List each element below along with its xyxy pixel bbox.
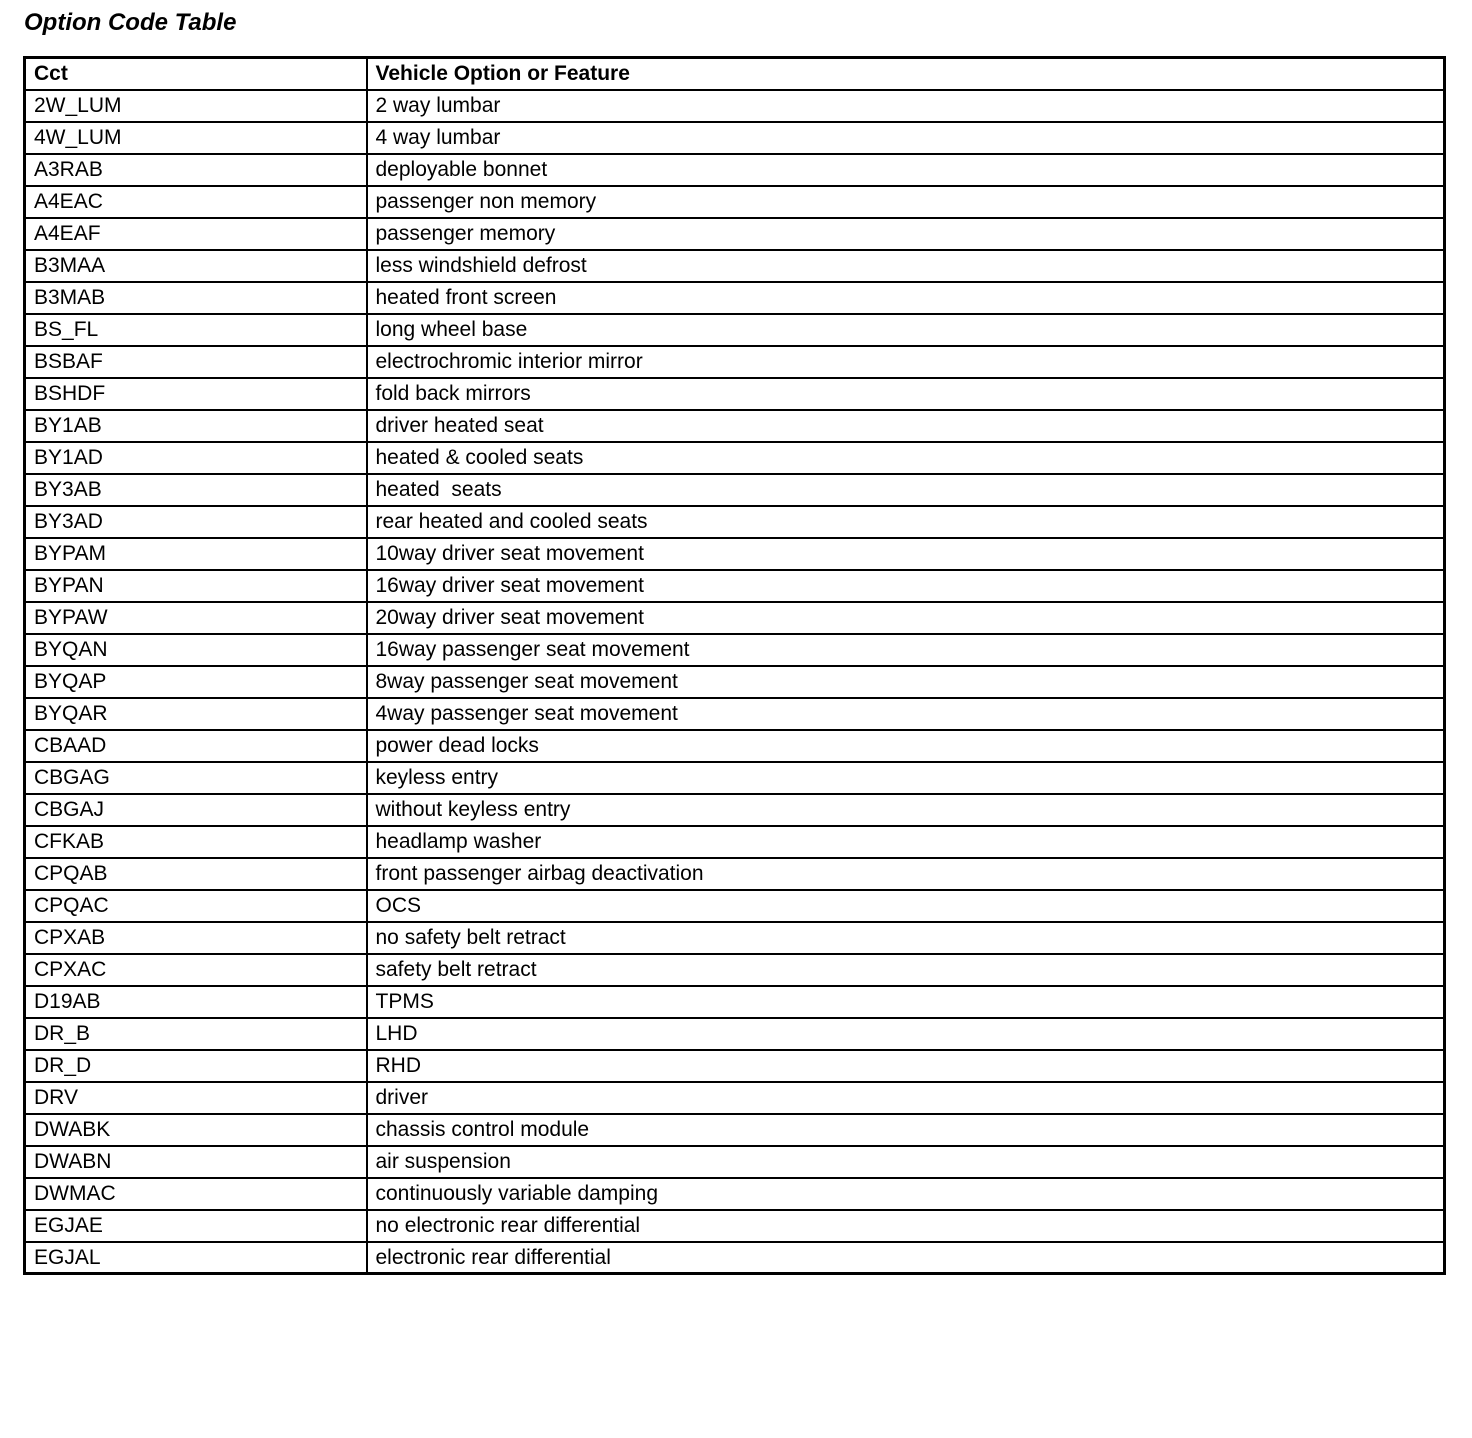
option-code-cell: D19AB bbox=[25, 986, 367, 1018]
option-feature-cell: electrochromic interior mirror bbox=[367, 346, 1445, 378]
table-row bbox=[25, 602, 1445, 634]
table-row bbox=[25, 282, 1445, 314]
option-feature-cell: keyless entry bbox=[367, 762, 1445, 794]
table-row bbox=[25, 762, 1445, 794]
option-code-cell: BYQAP bbox=[25, 666, 367, 698]
option-feature-cell: driver heated seat bbox=[367, 410, 1445, 442]
table-row bbox=[25, 250, 1445, 282]
table-row bbox=[25, 1242, 1445, 1274]
table-row bbox=[25, 442, 1445, 474]
option-code-table bbox=[23, 56, 1446, 1275]
option-feature-cell: safety belt retract bbox=[367, 954, 1445, 986]
option-code-cell: BY3AB bbox=[25, 474, 367, 506]
option-feature-cell: without keyless entry bbox=[367, 794, 1445, 826]
table-row bbox=[25, 538, 1445, 570]
option-code-cell: B3MAA bbox=[25, 250, 367, 282]
option-code-cell: BS_FL bbox=[25, 314, 367, 346]
option-code-cell: CPQAB bbox=[25, 858, 367, 890]
option-feature-cell: OCS bbox=[367, 890, 1445, 922]
option-feature-cell: LHD bbox=[367, 1018, 1445, 1050]
table-body bbox=[25, 90, 1445, 1274]
table-row bbox=[25, 698, 1445, 730]
option-feature-cell: 4way passenger seat movement bbox=[367, 698, 1445, 730]
option-feature-cell: chassis control module bbox=[367, 1114, 1445, 1146]
option-feature-cell: 20way driver seat movement bbox=[367, 602, 1445, 634]
option-feature-cell: passenger memory bbox=[367, 218, 1445, 250]
option-code-cell: A4EAC bbox=[25, 186, 367, 218]
option-feature-cell: no safety belt retract bbox=[367, 922, 1445, 954]
option-feature-cell: passenger non memory bbox=[367, 186, 1445, 218]
option-feature-cell: driver bbox=[367, 1082, 1445, 1114]
option-feature-cell: headlamp washer bbox=[367, 826, 1445, 858]
option-feature-cell: power dead locks bbox=[367, 730, 1445, 762]
option-feature-cell: less windshield defrost bbox=[367, 250, 1445, 282]
option-feature-cell: air suspension bbox=[367, 1146, 1445, 1178]
option-code-cell: BYPAM bbox=[25, 538, 367, 570]
option-code-cell: DR_B bbox=[25, 1018, 367, 1050]
option-code-cell: CFKAB bbox=[25, 826, 367, 858]
option-feature-cell: deployable bonnet bbox=[367, 154, 1445, 186]
table-row bbox=[25, 826, 1445, 858]
option-feature-cell: 2 way lumbar bbox=[367, 90, 1445, 122]
table-row bbox=[25, 922, 1445, 954]
option-feature-cell: electronic rear differential bbox=[367, 1242, 1445, 1274]
table-row bbox=[25, 1146, 1445, 1178]
table-row bbox=[25, 1018, 1445, 1050]
option-feature-cell: RHD bbox=[367, 1050, 1445, 1082]
table-row bbox=[25, 666, 1445, 698]
option-code-cell: DR_D bbox=[25, 1050, 367, 1082]
table-row bbox=[25, 90, 1445, 122]
option-feature-cell: 8way passenger seat movement bbox=[367, 666, 1445, 698]
option-code-cell: 2W_LUM bbox=[25, 90, 367, 122]
table-row bbox=[25, 314, 1445, 346]
table-row bbox=[25, 378, 1445, 410]
option-code-cell: DWMAC bbox=[25, 1178, 367, 1210]
page-title: Option Code Table bbox=[24, 9, 237, 36]
table-row bbox=[25, 1178, 1445, 1210]
option-feature-cell: front passenger airbag deactivation bbox=[367, 858, 1445, 890]
option-feature-cell: heated front screen bbox=[367, 282, 1445, 314]
option-code-cell: CPXAC bbox=[25, 954, 367, 986]
option-code-cell: BYPAN bbox=[25, 570, 367, 602]
option-feature-cell: rear heated and cooled seats bbox=[367, 506, 1445, 538]
option-code-cell: BYPAW bbox=[25, 602, 367, 634]
option-feature-cell: 10way driver seat movement bbox=[367, 538, 1445, 570]
option-feature-cell: long wheel base bbox=[367, 314, 1445, 346]
option-code-cell: CBGAJ bbox=[25, 794, 367, 826]
option-feature-cell: 16way passenger seat movement bbox=[367, 634, 1445, 666]
table-row bbox=[25, 890, 1445, 922]
table-row bbox=[25, 986, 1445, 1018]
table-header-row bbox=[25, 58, 1445, 90]
option-code-cell: EGJAE bbox=[25, 1210, 367, 1242]
option-code-cell: BY3AD bbox=[25, 506, 367, 538]
table-row bbox=[25, 410, 1445, 442]
option-code-cell: A3RAB bbox=[25, 154, 367, 186]
table-row bbox=[25, 954, 1445, 986]
table-row bbox=[25, 1114, 1445, 1146]
table-row bbox=[25, 122, 1445, 154]
table-row bbox=[25, 858, 1445, 890]
option-code-cell: BSHDF bbox=[25, 378, 367, 410]
option-code-cell: BSBAF bbox=[25, 346, 367, 378]
table-row bbox=[25, 186, 1445, 218]
table-row bbox=[25, 474, 1445, 506]
table-row bbox=[25, 794, 1445, 826]
option-code-cell: CBGAG bbox=[25, 762, 367, 794]
option-code-cell: CBAAD bbox=[25, 730, 367, 762]
table-row bbox=[25, 1210, 1445, 1242]
table-row bbox=[25, 218, 1445, 250]
option-feature-cell: no electronic rear differential bbox=[367, 1210, 1445, 1242]
table-row bbox=[25, 1082, 1445, 1114]
option-feature-cell: heated & cooled seats bbox=[367, 442, 1445, 474]
option-code-cell: BYQAR bbox=[25, 698, 367, 730]
table-row bbox=[25, 346, 1445, 378]
table-row bbox=[25, 506, 1445, 538]
option-feature-cell: continuously variable damping bbox=[367, 1178, 1445, 1210]
option-code-cell: A4EAF bbox=[25, 218, 367, 250]
option-feature-cell: 16way driver seat movement bbox=[367, 570, 1445, 602]
option-code-cell: DWABK bbox=[25, 1114, 367, 1146]
option-code-cell: BYQAN bbox=[25, 634, 367, 666]
option-feature-cell: heated seats bbox=[367, 474, 1445, 506]
option-code-cell: CPQAC bbox=[25, 890, 367, 922]
column-header-feature: Vehicle Option or Feature bbox=[367, 58, 1445, 90]
option-code-cell: B3MAB bbox=[25, 282, 367, 314]
option-feature-cell: fold back mirrors bbox=[367, 378, 1445, 410]
option-code-cell: BY1AB bbox=[25, 410, 367, 442]
table-row bbox=[25, 1050, 1445, 1082]
option-code-cell: 4W_LUM bbox=[25, 122, 367, 154]
table-row bbox=[25, 154, 1445, 186]
table-row bbox=[25, 634, 1445, 666]
option-code-cell: EGJAL bbox=[25, 1242, 367, 1274]
table-row bbox=[25, 730, 1445, 762]
option-feature-cell: TPMS bbox=[367, 986, 1445, 1018]
table-row bbox=[25, 570, 1445, 602]
column-header-cct: Cct bbox=[25, 58, 367, 90]
option-feature-cell: 4 way lumbar bbox=[367, 122, 1445, 154]
option-code-cell: BY1AD bbox=[25, 442, 367, 474]
option-code-cell: DWABN bbox=[25, 1146, 367, 1178]
option-code-cell: CPXAB bbox=[25, 922, 367, 954]
option-code-cell: DRV bbox=[25, 1082, 367, 1114]
